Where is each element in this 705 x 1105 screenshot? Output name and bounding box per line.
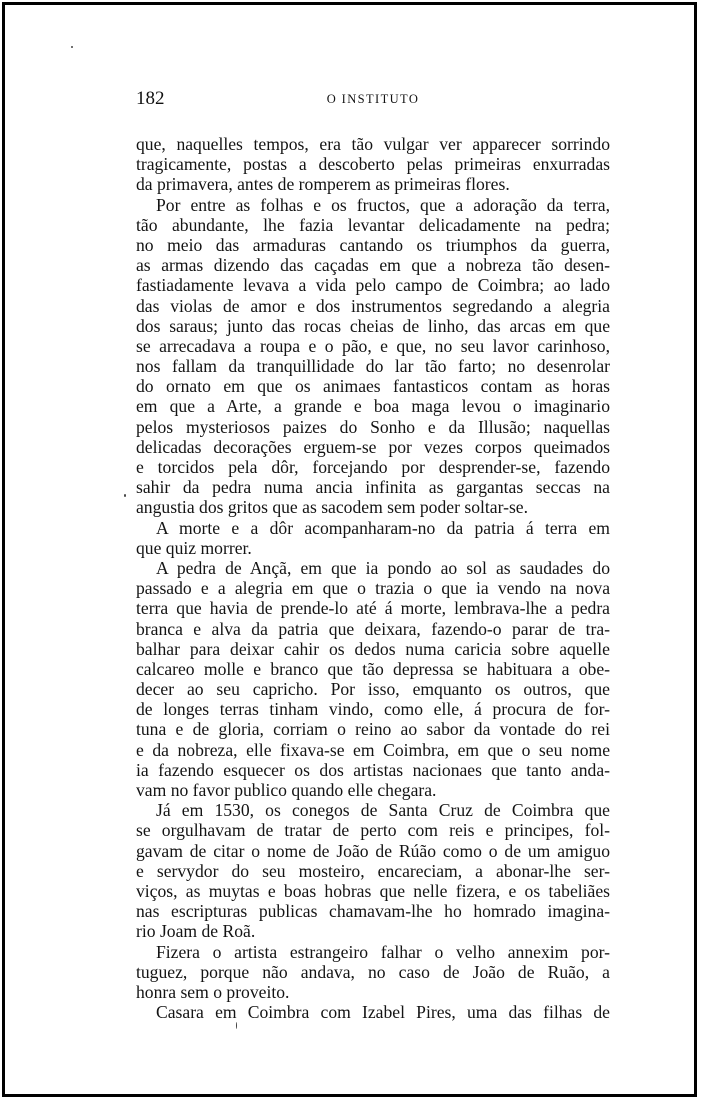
text-line: passado e a alegria em que o trazia o que ia vendo na nova bbox=[136, 578, 610, 599]
body-text bbox=[136, 134, 610, 1022]
text-line: da primavera, antes de romperem as primeiras flores. bbox=[136, 174, 510, 195]
text-line: de longes terras tinham vindo, como elle, á procura de for- bbox=[136, 699, 610, 720]
text-line: Casara em Coimbra com Izabel Pires, uma das filhas de bbox=[156, 1002, 610, 1023]
text-line: tuguez, porque não andava, no caso de João de Ruão, a bbox=[136, 961, 610, 982]
text-line: ia fazendo esquecer os dos artistas nacionaes que tanto anda- bbox=[136, 759, 610, 780]
text-line: rio Joam de Roã. bbox=[136, 921, 256, 942]
text-line: vam no favor publico quando elle chegara. bbox=[136, 780, 437, 800]
text-line: que, naquelles tempos, era tão vulgar ver apparecer sorrindo bbox=[136, 134, 610, 154]
text-line: se orgulhavam de tratar de perto com reis e principes, fol- bbox=[136, 820, 610, 841]
text-line: no meio das armaduras cantando os triumphos da guerra, bbox=[136, 234, 610, 255]
text-line: em que a Arte, a grande e boa maga levou o imaginario bbox=[136, 396, 610, 417]
text-line: e da nobreza, elle fixava-se em Coimbra, em que o seu nome bbox=[136, 739, 610, 760]
text-line: e servydor do seu mosteiro, encareciam, a abonar-lhe ser- bbox=[136, 860, 610, 881]
scan-speck bbox=[71, 46, 73, 48]
text-line: terra que havia de prende-lo até á morte, lembrava-lhe a pedra bbox=[136, 598, 610, 619]
scan-speck bbox=[236, 1022, 237, 1029]
text-line: delicadas decorações erguem-se por vezes corpos queimados bbox=[136, 436, 610, 457]
text-line: pelos mysteriosos paizes do Sonho e da Illusão; naquellas bbox=[136, 416, 610, 437]
text-line: e torcidos pela dôr, forcejando por desprender-se, fazendo bbox=[136, 457, 610, 477]
text-line: Fizera o artista estrangeiro falhar o velho annexim por- bbox=[156, 941, 610, 962]
text-line: tuna e de gloria, corriam o reino ao sabor da vontade do rei bbox=[136, 719, 610, 740]
text-line: honra sem o proveito. bbox=[136, 981, 290, 1002]
text-line: tragicamente, postas a descoberto pelas primeiras enxurradas bbox=[136, 154, 610, 175]
text-line: dos saraus; junto das rocas cheias de linho, das arcas em que bbox=[136, 315, 610, 336]
text-line: balhar para deixar cahir os dedos numa caricia sobre aquelle bbox=[136, 638, 610, 659]
text-line: se arrecadava a roupa e o pão, e que, no seu lavor carinhoso, bbox=[136, 335, 610, 356]
page-header bbox=[136, 88, 610, 112]
text-line: fastiadamente levava a vida pelo campo de Coimbra; ao lado bbox=[136, 275, 610, 296]
text-line: viços, as muytas e boas hobras que nelle fizera, e os tabeliães bbox=[136, 880, 610, 901]
text-line: Já em 1530, os conegos de Santa Cruz de Coimbra que bbox=[156, 800, 610, 821]
text-line: as armas dizendo das caçadas em que a nobreza tão desen- bbox=[136, 255, 610, 276]
text-line: gavam de citar o nome de João de Rúão como o de um amiguo bbox=[136, 840, 610, 861]
text-line: do ornato em que os animaes fantasticos contam as horas bbox=[136, 376, 610, 397]
text-line: calcareo molle e branco que tão depressa se habituara a obe- bbox=[136, 658, 610, 679]
text-line: das violas de amor e dos instrumentos segredando a alegria bbox=[136, 295, 610, 316]
text-line: que quiz morrer. bbox=[136, 537, 252, 558]
text-line: Por entre as folhas e os fructos, que a adoração da terra, bbox=[156, 194, 610, 215]
text-line: nos fallam da tranquillidade do lar tão farto; no desenrolar bbox=[136, 356, 610, 377]
scan-speck bbox=[124, 494, 126, 497]
text-line: decer ao seu capricho. Por isso, emquanto os outros, que bbox=[136, 679, 610, 700]
text-line: nas escripturas publicas chamavam-lhe ho homrado imagina- bbox=[136, 901, 610, 922]
running-title: O INSTITUTO bbox=[326, 92, 420, 106]
text-line: A pedra de Ançã, em que ia pondo ao sol as saudades do bbox=[156, 557, 610, 578]
text-line: angustia dos gritos que as sacodem sem poder soltar-se. bbox=[136, 497, 528, 518]
text-line: tão abundante, lhe fazia levantar delicadamente na pedra; bbox=[136, 214, 610, 235]
text-line: A morte e a dôr acompanharam-no da patria á terra em bbox=[156, 517, 610, 538]
page-number: 182 bbox=[136, 88, 165, 109]
text-line: branca e alva da patria que deixara, fazendo-o parar de tra- bbox=[136, 618, 610, 639]
text-line: sahir da pedra numa ancia infinita as gargantas seccas na bbox=[136, 477, 610, 498]
